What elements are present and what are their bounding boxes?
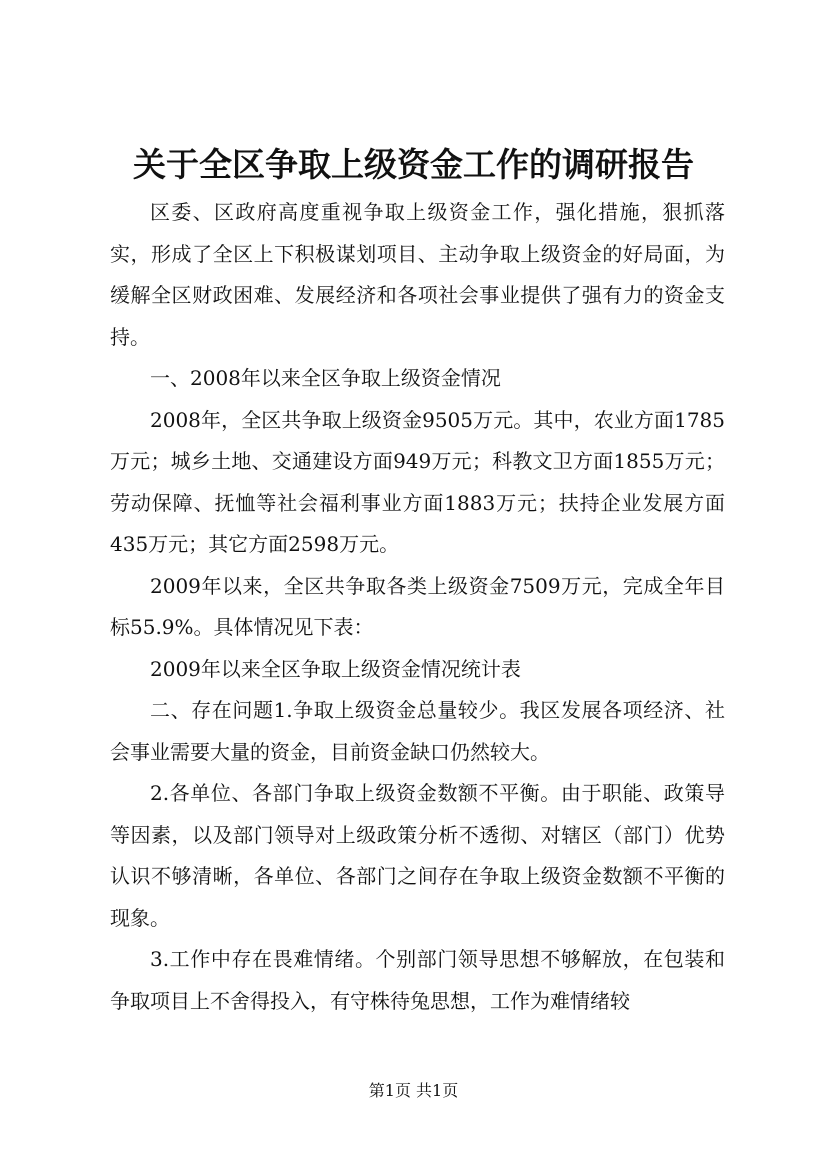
paragraph-intro: 区委、区政府高度重视争取上级资金工作，强化措施，狠抓落实，形成了全区上下积极谋划项目、主动争取上级资金的好局面，为缓解全区财政困难、发展经济和各项社会事业提供了强有力的资金支持。: [110, 200, 725, 349]
paragraph-issue-3: 3.工作中存在畏难情绪。个别部门领导思想不够解放，在包装和争取项目上不舍得投入，有守株待兔思想，工作为难情绪较: [110, 947, 725, 1013]
document-body: [110, 192, 725, 1022]
page-footer: 第1页 共1页: [368, 1081, 459, 1100]
paragraph-issue-2: 2.各单位、各部门争取上级资金数额不平衡。由于职能、政策导等因素，以及部门领导对上级政策分析不透彻、对辖区（部门）优势认识不够清晰，各单位、各部门之间存在争取上级资金数额不平衡的现象。: [110, 781, 725, 930]
table-caption: 2009年以来全区争取上级资金情况统计表: [150, 656, 521, 681]
paragraph-2009: 2009年以来，全区共争取各类上级资金7509万元，完成全年目标55.9%。具体情况见下表：: [110, 573, 725, 639]
section-heading-1: 一、2008年以来全区争取上级资金情况: [150, 366, 501, 390]
paragraph-2008: 2008年，全区共争取上级资金9505万元。其中，农业方面1785万元；城乡土地、交通建设方面949万元；科教文卫方面1855万元；劳动保障、抚恤等社会福利事业方面1883万元；扶持企业发展方面435万元；其它方面2598万元。: [110, 407, 725, 556]
document-title: 关于全区争取上级资金工作的调研报告: [133, 145, 694, 184]
section-heading-2: 二、存在问题1.争取上级资金总量较少。我区发展各项经济、社会事业需要大量的资金，目前资金缺口仍然较大。: [110, 698, 725, 764]
